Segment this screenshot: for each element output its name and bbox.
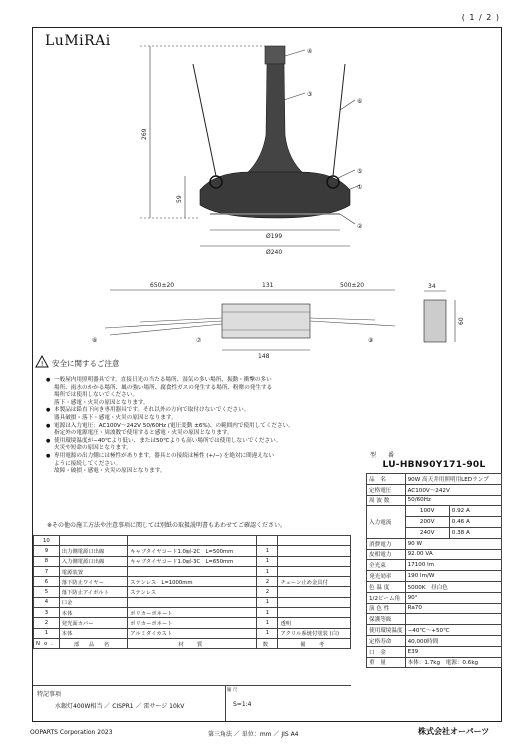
- callout-1: ①: [357, 184, 363, 191]
- table-row: [367, 581, 502, 592]
- table-cell: 4: [34, 597, 60, 607]
- warning-item: ● 一般屋内用照明器具です。直接日光の当たる場所、湿気の多い場所、振動・衝撃の多い 場所、雨水のかかる場所、風の強い場所、腐食性ガスの発生する場所、粉塵の発生する 場所では使用しないでください。 落下・感電・火災の原因となります。: [46, 377, 362, 407]
- spec-key: 定格寿命: [367, 635, 406, 646]
- spec-voltage: 200V: [405, 517, 449, 528]
- table-row: [367, 538, 502, 549]
- spec-key: 保護等級: [367, 614, 406, 625]
- spec-key: 演 色 性: [367, 603, 406, 614]
- spec-current: 0.46 A: [449, 517, 501, 528]
- spec-key: 皮相電力: [367, 549, 406, 560]
- table-row: [34, 556, 351, 566]
- warning-list: [46, 377, 362, 476]
- table-cell: チェーン止め金具付: [278, 577, 351, 587]
- table-cell: キャブタイヤコード1.0㎟-3C L=650mm: [128, 556, 257, 566]
- table-cell: 7: [34, 566, 60, 576]
- table-cell: 1: [257, 608, 278, 618]
- table-row: [34, 608, 351, 618]
- table-row: [367, 560, 502, 571]
- table-cell: [128, 597, 257, 607]
- callout-3: ③: [307, 91, 313, 98]
- spec-value: 5000K 昼白色: [405, 581, 501, 592]
- label-body: 131: [262, 282, 274, 289]
- footer-projection: 第三角法 ／ 単位：mm ／ JIS A4: [208, 731, 299, 738]
- table-cell: [278, 536, 351, 546]
- table-cell: 電源装置: [59, 566, 127, 576]
- label-box-height: 60: [458, 317, 465, 325]
- spec-value: 本体：1.7kg 電源：0.6kg: [405, 657, 501, 668]
- scale-value: S=1:4: [233, 701, 252, 708]
- table-row: [34, 536, 351, 546]
- callout-8: ⑧: [92, 337, 98, 344]
- table-cell: 1: [257, 597, 278, 607]
- spec-value: 50/60Hz: [405, 495, 501, 506]
- feature-label: 特記事項: [37, 691, 62, 698]
- table-row: [367, 506, 502, 517]
- spec-key: 口 金: [367, 646, 406, 657]
- table-row: [367, 625, 502, 636]
- table-row: [34, 618, 351, 628]
- output-cord: [310, 318, 395, 326]
- table-row: [367, 484, 502, 495]
- table-row: [367, 474, 502, 485]
- table-cell: [128, 566, 257, 576]
- table-cell: ポリカーボネート: [128, 618, 257, 628]
- table-row: [34, 597, 351, 607]
- spec-key: 1/2ビーム角: [367, 592, 406, 603]
- spec-key: 重 量: [367, 657, 406, 668]
- table-cell: 5: [34, 587, 60, 597]
- table-cell: 10: [34, 536, 60, 546]
- model-number: LU-HBN90Y171-90L: [382, 460, 486, 470]
- label-box-depth: 34: [428, 283, 436, 290]
- spec-table: [366, 473, 502, 668]
- input-cord: [105, 318, 222, 335]
- table-row: [367, 549, 502, 560]
- spec-value: 90°: [405, 592, 501, 603]
- table-cell: [128, 536, 257, 546]
- table-cell: [278, 556, 351, 566]
- callout-6: ⑥: [357, 98, 363, 105]
- table-cell: 本体: [59, 628, 127, 638]
- spec-key: 入力電流: [367, 506, 406, 538]
- table-cell: 出力側電源口出線: [59, 546, 127, 556]
- table-cell: [278, 608, 351, 618]
- warning-note: ※その他の施工方法や注意事項に関しては別紙の取扱説明書もあわせてご確認ください。: [47, 522, 287, 529]
- table-cell: 透明: [278, 618, 351, 628]
- spec-key: 全光束: [367, 560, 406, 571]
- table-row: [367, 495, 502, 506]
- table-row: [367, 603, 502, 614]
- scale-divider: [225, 685, 226, 721]
- table-cell: 備 考: [278, 638, 351, 648]
- callout-4: ④: [307, 48, 313, 55]
- spec-key: 使用環境温度: [367, 625, 406, 636]
- spec-key: 色 温 度: [367, 581, 406, 592]
- spec-value: Ra70: [405, 603, 501, 614]
- technical-drawing: [0, 0, 530, 360]
- table-row: [367, 646, 502, 657]
- warning-item: ● 使用環境温度が−40℃より低い、または50℃よりも高い場所では使用しないでください。 火災や短命の原因となります。: [46, 438, 362, 453]
- table-cell: 口金: [59, 597, 127, 607]
- spec-value: AC100V〜242V: [405, 484, 501, 495]
- table-cell: 材 質: [128, 638, 257, 648]
- table-cell: 入力側電源口出線: [59, 556, 127, 566]
- table-row: [34, 577, 351, 587]
- warning-title: 安全に関するご注意: [52, 359, 120, 368]
- table-cell: キャブタイヤコード1.0㎟-2C L=500mm: [128, 546, 257, 556]
- svg-text:!: !: [40, 360, 44, 368]
- spec-key: 品 名: [367, 474, 406, 485]
- table-row: [367, 592, 502, 603]
- table-cell: 1: [34, 628, 60, 638]
- spec-value: [405, 614, 501, 625]
- warning-item: ● 電源は入力電圧：AC100V〜242V 50/60Hz (電圧変動 ±6%)、の範囲内で使用してください。 指定外の電源電圧・周波数で使用すると感電・火災の原因となります。: [46, 423, 362, 438]
- warning-icon: [35, 355, 49, 368]
- table-row: [34, 628, 351, 638]
- wire-left: [193, 64, 216, 176]
- spec-key: 消費電力: [367, 538, 406, 549]
- table-row: [34, 587, 351, 597]
- table-cell: 数: [257, 638, 278, 648]
- power-supply-box: [222, 304, 310, 338]
- table-cell: 本体: [59, 608, 127, 618]
- table-cell: 落下防止ワイヤー: [59, 577, 127, 587]
- table-row: [34, 546, 351, 556]
- scale-label: 縮 尺: [227, 688, 238, 693]
- spec-key: 周 波 数: [367, 495, 406, 506]
- table-cell: 2: [257, 587, 278, 597]
- table-cell: 1: [257, 628, 278, 638]
- label-height-base: 59: [176, 195, 183, 203]
- table-cell: 6: [34, 577, 60, 587]
- spec-value: 40,000時間: [405, 635, 501, 646]
- parts-table: [33, 535, 351, 649]
- label-lead-left: 650±20: [150, 282, 175, 289]
- table-cell: 1: [257, 546, 278, 556]
- table-cell: ポリカーボネート: [128, 608, 257, 618]
- lamp-neck: [245, 64, 305, 175]
- spec-key: 発光効率: [367, 571, 406, 582]
- callout-9: ⑨: [368, 337, 374, 344]
- table-cell: 落下防止アイボルト: [59, 587, 127, 597]
- callout-2: ②: [357, 223, 363, 230]
- spec-value: 90W 高天井用照明用LEDランプ: [405, 474, 501, 485]
- table-cell: アクリル系焼付塗装 (白): [278, 628, 351, 638]
- table-cell: 9: [34, 546, 60, 556]
- table-cell: アルミダイカスト: [128, 628, 257, 638]
- footer-copyright: OOPARTS Corporation 2023: [30, 729, 113, 736]
- spec-value: 92.00 VA: [405, 549, 501, 560]
- table-cell: 8: [34, 556, 60, 566]
- table-cell: 1: [257, 566, 278, 576]
- page-number: ( 1 / 2 ): [461, 13, 500, 22]
- spec-voltage: 100V: [405, 506, 449, 517]
- warning-item: ● 本製品は鉛直下向き専用器具です。それ以外の方向で取付けないでください。 器具破損・落下・感電・火災の原因となります。: [46, 407, 362, 422]
- table-row: [34, 566, 351, 576]
- table-row: [367, 635, 502, 646]
- spec-current: 0.92 A: [449, 506, 501, 517]
- footer-company: 株式会社オーパーツ: [418, 727, 490, 736]
- spec-voltage: 240V: [405, 527, 449, 538]
- table-row: [367, 614, 502, 625]
- table-cell: 部 品 名: [59, 638, 127, 648]
- spec-value: 17100 lm: [405, 560, 501, 571]
- table-row: [367, 657, 502, 668]
- table-row: [34, 638, 351, 648]
- spec-value: E39: [405, 646, 501, 657]
- label-dia-inner: Ø199: [266, 233, 283, 240]
- callout-7: ⑦: [196, 337, 202, 344]
- table-row: [367, 571, 502, 582]
- table-cell: [278, 566, 351, 576]
- table-cell: No.: [34, 638, 60, 648]
- model-label: 型 番: [370, 452, 398, 459]
- table-cell: [257, 536, 278, 546]
- label-box-total: 148: [258, 353, 270, 360]
- table-cell: [278, 597, 351, 607]
- callout-5: ⑤: [357, 168, 363, 175]
- label-dia-outer: Ø240: [266, 249, 283, 256]
- table-cell: ステンレス: [128, 587, 257, 597]
- brand-logo: LuMiRAi: [45, 33, 111, 49]
- label-height-total: 269: [141, 128, 148, 140]
- spec-value: 190 lm/W: [405, 571, 501, 582]
- spec-key: 定格電圧: [367, 484, 406, 495]
- wire-right: [333, 64, 345, 176]
- table-cell: ステンレス L=1000mm: [128, 577, 257, 587]
- table-cell: 2: [34, 618, 60, 628]
- spec-current: 0.38 A: [449, 527, 501, 538]
- table-cell: 1: [257, 556, 278, 566]
- label-lead-right: 500±20: [340, 282, 365, 289]
- lamp-base: [265, 46, 285, 64]
- table-cell: [278, 546, 351, 556]
- table-cell: [278, 587, 351, 597]
- table-cell: [59, 536, 127, 546]
- power-supply-end-view: [424, 300, 446, 342]
- table-cell: 2: [257, 577, 278, 587]
- table-cell: 1: [257, 618, 278, 628]
- spec-value: 90 W: [405, 538, 501, 549]
- spec-value: −40℃〜+50℃: [405, 625, 501, 636]
- table-cell: 3: [34, 608, 60, 618]
- table-cell: 発光面カバー: [59, 618, 127, 628]
- warning-item: ● 専用電源の出力側には極性があります。器具との接続は極性 (+/−) を絶対に間違えない ように接続してください。 故障・破損・感電・火災の原因となります。: [46, 453, 362, 476]
- feature-text: 水銀灯400W相当 ／ CISPR1 ／ 雷サージ 10kV: [55, 703, 185, 710]
